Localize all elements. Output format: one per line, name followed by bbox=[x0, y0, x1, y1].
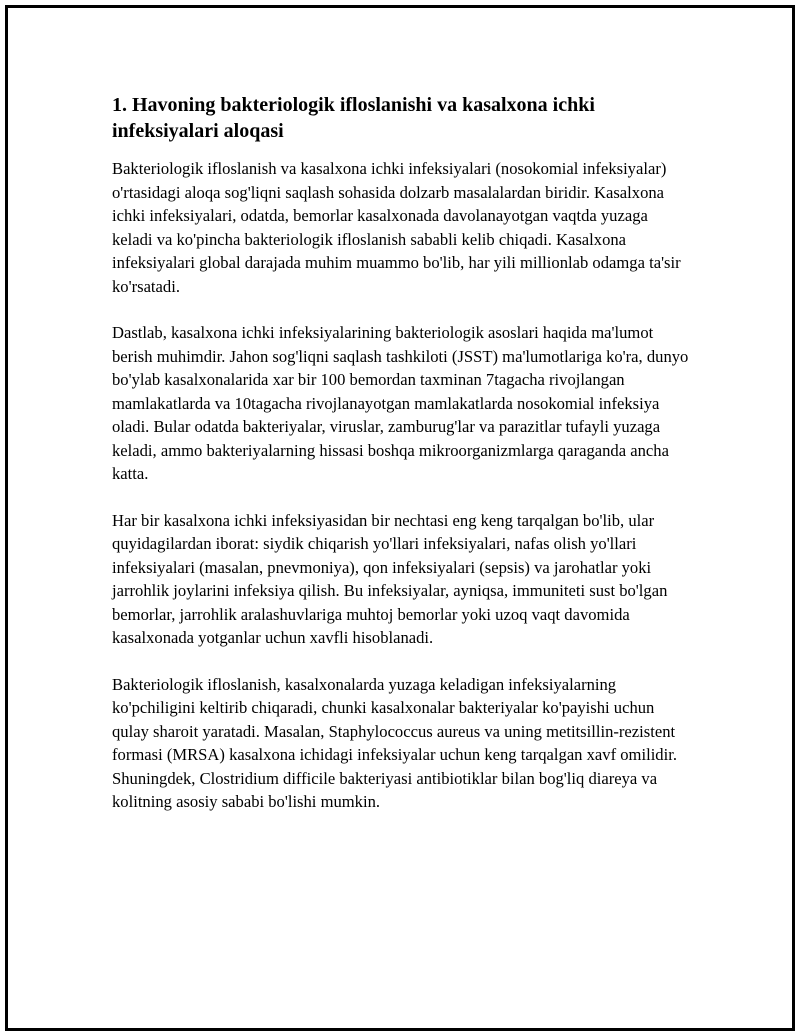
document-body bbox=[112, 92, 692, 837]
paragraph-2: Dastlab, kasalxona ichki infeksiyalarining bakteriologik asoslari haqida ma'lumot berish muhimdir. Jahon sog'liqni saqlash tashkiloti (JSST) ma'lumotlariga ko'ra, dunyo bo'ylab kasalxonalarida xar bir 100 bemordan taxminan 7tagacha rivojlangan mamlakatlarda va 10tagacha rivojlanayotgan mamlakatlarda nosokomial infeksiya oladi. Bular odatda bakteriyalar, viruslar, zamburug'lar va parazitlar tufayli yuzaga keladi, ammo bakteriyalarning hissasi boshqa mikroorganizmlarga qaraganda ancha katta. bbox=[112, 323, 689, 483]
paragraph-1: Bakteriologik ifloslanish va kasalxona ichki infeksiyalari (nosokomial infeksiyalar) o'rtasidagi aloqa sog'liqni saqlash sohasida dolzarb masalalardan biridir. Kasalxona ichki infeksiyalari, odatda, bemorlar kasalxonada davolanayotgan vaqtda yuzaga keladi va ko'pincha bakteriologik ifloslanish sababli kelib chiqadi. Kasalxona infeksiyalari global darajada muhim muammo bo'lib, har yili millionlab odamga ta'sir ko'rsatadi. bbox=[112, 159, 681, 296]
section-heading: 1. Havoning bakteriologik ifloslanishi va kasalxona ichki infeksiyalari aloqasi bbox=[112, 94, 595, 142]
paragraph-4: Bakteriologik ifloslanish, kasalxonalarda yuzaga keladigan infeksiyalarning ko'pchiligini keltirib chiqaradi, chunki kasalxonalar bakteriyalar ko'payishi uchun qulay sharoit yaratadi. Masalan, Staphylococcus aureus va uning metitsillin-rezistent formasi (MRSA) kasalxona ichidagi infeksiyalar uchun keng tarqalgan xavf omilidir. Shuningdek, Clostridium difficile bakteriyasi antibiotiklar bilan bog'liq diareya va kolitning asosiy sababi bo'lishi mumkin. bbox=[112, 674, 677, 811]
paragraph-3: Har bir kasalxona ichki infeksiyasidan bir nechtasi eng keng tarqalgan bo'lib, ular quyidagilardan iborat: siydik chiqarish yo'llari infeksiyalari, nafas olish yo'llari infeksiyalari (masalan, pnevmoniya), qon infeksiyalari (sepsis) va jarohatlar yoki jarrohlik joylarini infeksiya qilish. Bu infeksiyalar, ayniqsa, immuniteti sust bo'lgan bemorlar, jarrohlik aralashuvlariga muhtoj bemorlar yoki uzoq vaqt davomida kasalxonada yotganlar uchun xavfli hisoblanadi. bbox=[112, 510, 668, 647]
